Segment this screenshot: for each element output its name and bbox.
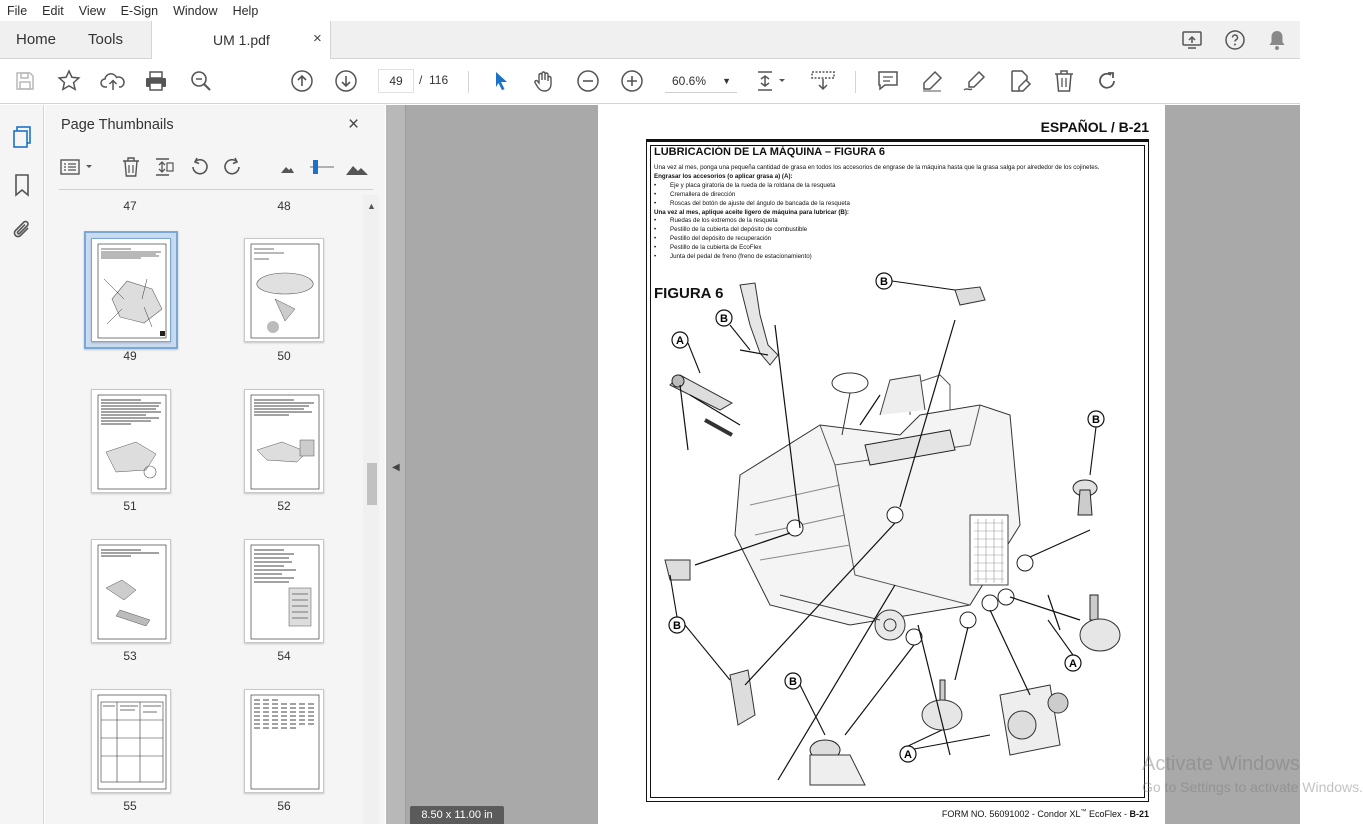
callout-b-label: B — [789, 676, 797, 688]
callout-a-label: A — [1069, 658, 1077, 670]
close-tab-icon[interactable]: × — [313, 30, 322, 47]
draw-sign-icon[interactable] — [962, 68, 988, 94]
tab-bar — [0, 21, 1300, 59]
attachments-paperclip-icon[interactable] — [10, 218, 34, 242]
bookmarks-icon[interactable] — [10, 173, 34, 197]
zoom-search-icon[interactable] — [188, 68, 214, 94]
delete-trash-icon[interactable] — [1051, 68, 1077, 94]
zoom-out-icon[interactable] — [575, 68, 601, 94]
page-number-input[interactable]: 49 — [378, 69, 414, 93]
close-panel-icon[interactable]: × — [348, 114, 360, 135]
page-total: 116 — [429, 73, 449, 87]
machine-lubrication-figure — [650, 275, 1145, 795]
oil-heading: Una vez al mes, aplique aceite ligero de máquina para lubricar (B): — [654, 208, 849, 216]
page-thumbnails-panel — [45, 105, 385, 824]
list-item: • Ruedas de los extremos de la resqueta — [654, 217, 778, 225]
menu-file[interactable]: File — [7, 3, 28, 18]
oil-item: Ruedas de los extremos de la resqueta — [670, 217, 778, 225]
pdf-page — [598, 105, 1165, 824]
scrollbar-thumb[interactable] — [367, 463, 377, 505]
menu-help[interactable]: Help — [232, 3, 259, 18]
thumbnail-size-slider[interactable] — [307, 155, 337, 179]
footer-trademark: ™ — [1080, 809, 1087, 815]
callout-a-label: A — [904, 749, 912, 761]
lubrication-instructions — [654, 164, 1134, 262]
zoom-level-value: 60.6% — [672, 74, 707, 88]
thumbnail-page-51[interactable] — [91, 389, 171, 493]
list-item: • Eje y placa giratoria de la rueda de la roldana de la resqueta — [654, 181, 836, 189]
print-icon[interactable] — [143, 68, 169, 94]
chevron-left-icon: ◀ — [392, 462, 400, 473]
rotate-clockwise-icon[interactable] — [221, 155, 245, 179]
page-label-53: 53 — [123, 649, 137, 663]
scroll-mode-icon[interactable] — [810, 68, 836, 94]
tab-document[interactable] — [151, 21, 331, 59]
zoom-in-icon[interactable] — [619, 68, 645, 94]
page-thumbnails-icon[interactable] — [10, 125, 34, 149]
tab-tools[interactable]: Tools — [88, 31, 124, 48]
page-label-48: 48 — [277, 199, 291, 213]
chevron-down-icon: ▼ — [722, 76, 731, 86]
page-label-54: 54 — [277, 649, 291, 663]
page-label-47: 47 — [123, 199, 137, 213]
redo-icon[interactable] — [1094, 68, 1120, 94]
upload-cloud-icon[interactable] — [100, 68, 126, 94]
page-footer — [942, 809, 1149, 819]
thumbnail-size-large-icon[interactable] — [345, 155, 369, 179]
grease-heading: Engrasar los accesorios (o aplicar grasa a) (A): — [654, 172, 793, 180]
list-item: • Cremallera de dirección — [654, 190, 736, 198]
zoom-level-dropdown[interactable] — [665, 69, 737, 93]
oil-item: Pestillo del depósito de recuperación — [670, 235, 772, 243]
document-tab-title: UM 1.pdf — [213, 32, 270, 48]
delete-pages-icon[interactable] — [119, 155, 143, 179]
next-page-icon[interactable] — [333, 68, 359, 94]
extract-pages-icon[interactable] — [152, 155, 176, 179]
notifications-bell-icon[interactable] — [1264, 27, 1290, 53]
list-item: • Pestillo del depósito de recuperación — [654, 235, 772, 243]
page-label-49: 49 — [123, 349, 137, 363]
page-label-52: 52 — [277, 499, 291, 513]
toolbar-separator — [59, 189, 373, 190]
thumbnail-size-small-icon[interactable] — [275, 155, 299, 179]
figure-title: FIGURA 6 — [654, 285, 724, 302]
oil-item: Junta del pedal de freno (freno de estacionamiento) — [670, 253, 812, 261]
thumbnail-page-52[interactable] — [244, 389, 324, 493]
page-size-indicator: 8.50 x 11.00 in — [410, 806, 504, 824]
list-item: • Pestillo de la cubierta del depósito de combustible — [654, 226, 808, 234]
share-screen-icon[interactable] — [1180, 27, 1206, 53]
callout-b-label: B — [1092, 414, 1100, 426]
page-label-50: 50 — [277, 349, 291, 363]
page-label-55: 55 — [123, 799, 137, 813]
collapse-panel-handle[interactable] — [386, 105, 406, 824]
help-icon[interactable] — [1222, 27, 1248, 53]
menu-window[interactable]: Window — [173, 3, 218, 18]
callout-b-label: B — [673, 620, 681, 632]
footer-page: B-21 — [1129, 809, 1149, 819]
edit-pdf-icon[interactable] — [1007, 68, 1033, 94]
menu-esign[interactable]: E-Sign — [120, 3, 159, 18]
activation-watermark: Activate Windows — [1142, 753, 1300, 775]
oil-item: Pestillo de la cubierta del depósito de combustible — [670, 226, 808, 234]
scroll-up-icon[interactable]: ▲ — [367, 201, 376, 211]
list-item: • Junta del pedal de freno (freno de estacionamiento) — [654, 253, 812, 261]
menu-view[interactable]: View — [78, 3, 106, 18]
list-item: • Roscas del botón de ajuste del ángulo de bancada de la resqueta — [654, 199, 850, 207]
rotate-counterclockwise-icon[interactable] — [187, 155, 211, 179]
callout-b-label: B — [880, 276, 888, 288]
grease-item: Cremallera de dirección — [670, 190, 736, 198]
thumbnail-options-icon[interactable] — [59, 155, 97, 179]
highlight-pen-icon[interactable] — [919, 68, 945, 94]
page-display-icon[interactable] — [755, 68, 789, 94]
tab-home[interactable]: Home — [16, 31, 57, 48]
thumbnail-page-49[interactable] — [91, 238, 171, 342]
activation-watermark-sub: Go to Settings to activate Windows. — [1142, 779, 1363, 795]
page-header: ESPAÑOL / B-21 — [1040, 119, 1149, 135]
comment-icon[interactable] — [875, 68, 901, 94]
thumbnail-list — [45, 195, 363, 824]
menu-edit[interactable]: Edit — [42, 3, 64, 18]
bookmark-star-icon[interactable] — [56, 68, 82, 94]
toolbar-divider — [468, 71, 469, 93]
toolbar-divider — [855, 71, 856, 93]
thumbnail-page-50[interactable] — [244, 238, 324, 342]
thumbnail-page-53[interactable] — [91, 539, 171, 643]
panel-title: Page Thumbnails — [61, 117, 174, 133]
footer-model: EcoFlex - — [1086, 809, 1130, 819]
left-navigation-rail — [0, 105, 44, 824]
section-title: LUBRICACIÓN DE LA MÁQUINA – FIGURA 6 — [654, 146, 885, 158]
main-toolbar — [0, 59, 1300, 104]
callout-b-label: B — [720, 313, 728, 325]
grease-item: Roscas del botón de ajuste del ángulo de bancada de la resqueta — [670, 199, 850, 207]
hand-tool-icon[interactable] — [531, 68, 557, 94]
select-cursor-icon[interactable] — [488, 68, 514, 94]
thumbnail-page-54[interactable] — [244, 539, 324, 643]
thumbnail-scrollbar[interactable] — [363, 195, 379, 824]
footer-form-number: FORM NO. 56091002 - Condor XL — [941, 809, 1081, 819]
intro-text: Una vez al mes, ponga una pequeña cantidad de grasa en todos los accesorios de engrase de la máquina hasta que la grasa salga por alrededor de los cojinetes. — [654, 164, 1100, 171]
save-icon[interactable] — [12, 68, 38, 94]
page-label-56: 56 — [277, 799, 291, 813]
grease-item: Eje y placa giratoria de la rueda de la roldana de la resqueta — [670, 181, 836, 189]
previous-page-icon[interactable] — [289, 68, 315, 94]
menu-bar — [0, 0, 1300, 21]
page-label-51: 51 — [123, 499, 137, 513]
thumbnail-page-56[interactable] — [244, 689, 324, 793]
oil-item: Pestillo de la cubierta de EcoFlex — [670, 244, 762, 252]
thumbnail-page-55[interactable] — [91, 689, 171, 793]
document-viewer — [386, 105, 1363, 824]
callout-a-label: A — [676, 335, 684, 347]
page-separator: / — [419, 73, 423, 87]
list-item: • Pestillo de la cubierta de EcoFlex — [654, 244, 762, 252]
